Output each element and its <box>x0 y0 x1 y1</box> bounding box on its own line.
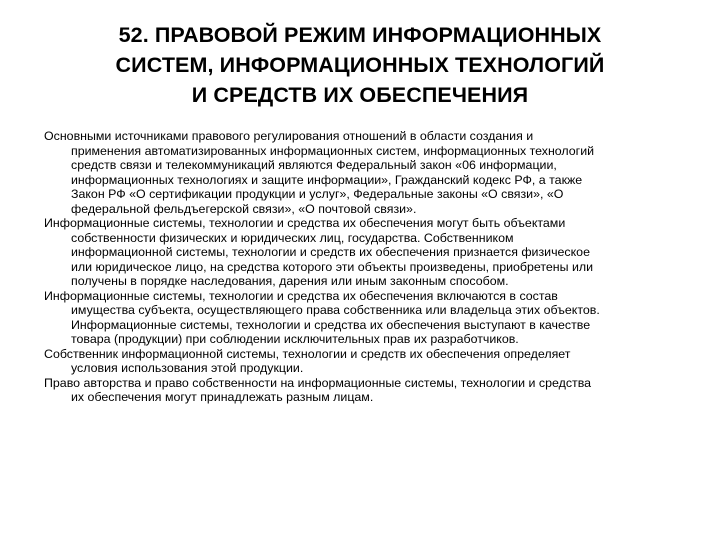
paragraph-line: имущества субъекта, осуществляющего права собственника или владельца этих объектов. <box>71 303 600 317</box>
paragraph-property <box>44 289 684 347</box>
paragraph-line: Информационные системы, технологии и средства их обеспечения могут быть объектами <box>44 216 566 230</box>
paragraph-line: товара (продукции) при соблюдении исключительных прав их разработчиков. <box>71 332 519 346</box>
paragraph-line: Информационные системы, технологии и средства их обеспечения выступают в качестве <box>71 317 591 332</box>
title-line: И СРЕДСТВ ИХ ОБЕСПЕЧЕНИЯ <box>191 83 529 107</box>
title-line: СИСТЕМ, ИНФОРМАЦИОННЫХ ТЕХНОЛОГИЙ <box>115 53 605 77</box>
paragraph-line: информационной системы, технологии и средств их обеспечения признается физическое <box>71 245 590 259</box>
slide-title <box>60 20 660 110</box>
paragraph-line: Собственник информационной системы, технологии и средств их обеспечения определяет <box>44 346 571 361</box>
paragraph-line: Право авторства и право собственности на информационные системы, технологии и средства <box>44 375 592 390</box>
paragraph-line: федеральной фельдъегерской связи», «О почтовой связи». <box>71 201 417 216</box>
paragraph-line: или юридическое лицо, на средства которого эти объекты произведены, приобретены или <box>71 259 594 274</box>
paragraph-ownership <box>44 216 684 289</box>
paragraph-line: информационных технологиях и защите информации», Гражданский кодекс РФ, а также <box>71 172 583 187</box>
paragraph-line: Закон РФ «О сертификации продукции и услуг», Федеральные законы «О связи», «О <box>71 187 564 201</box>
paragraph-line: собственности физических и юридических лиц, государства. Собственником <box>71 230 514 245</box>
paragraph-line: средств связи и телекоммуникаций являются Федеральный закон «06 информации, <box>71 158 557 172</box>
title-line: 52. ПРАВОВОЙ РЕЖИМ ИНФОРМАЦИОННЫХ <box>118 23 602 47</box>
paragraph-line: получены в порядке наследования, дарения или иным законным способом. <box>71 274 509 288</box>
paragraph-line: Информационные системы, технологии и средства их обеспечения включаются в состав <box>44 288 558 303</box>
paragraph-line: их обеспечения могут принадлежать разным лицам. <box>71 390 374 404</box>
slide-body <box>44 129 684 405</box>
paragraph-line: Основными источниками правового регулирования отношений в области создания и <box>44 129 534 143</box>
paragraph-authorship <box>44 376 684 405</box>
paragraph-owner-conditions <box>44 347 684 376</box>
paragraph-line: условия использования этой продукции. <box>71 361 304 375</box>
paragraph-line: применения автоматизированных информационных систем, информационных технологий <box>71 143 595 158</box>
paragraph-legal-sources <box>44 129 684 216</box>
